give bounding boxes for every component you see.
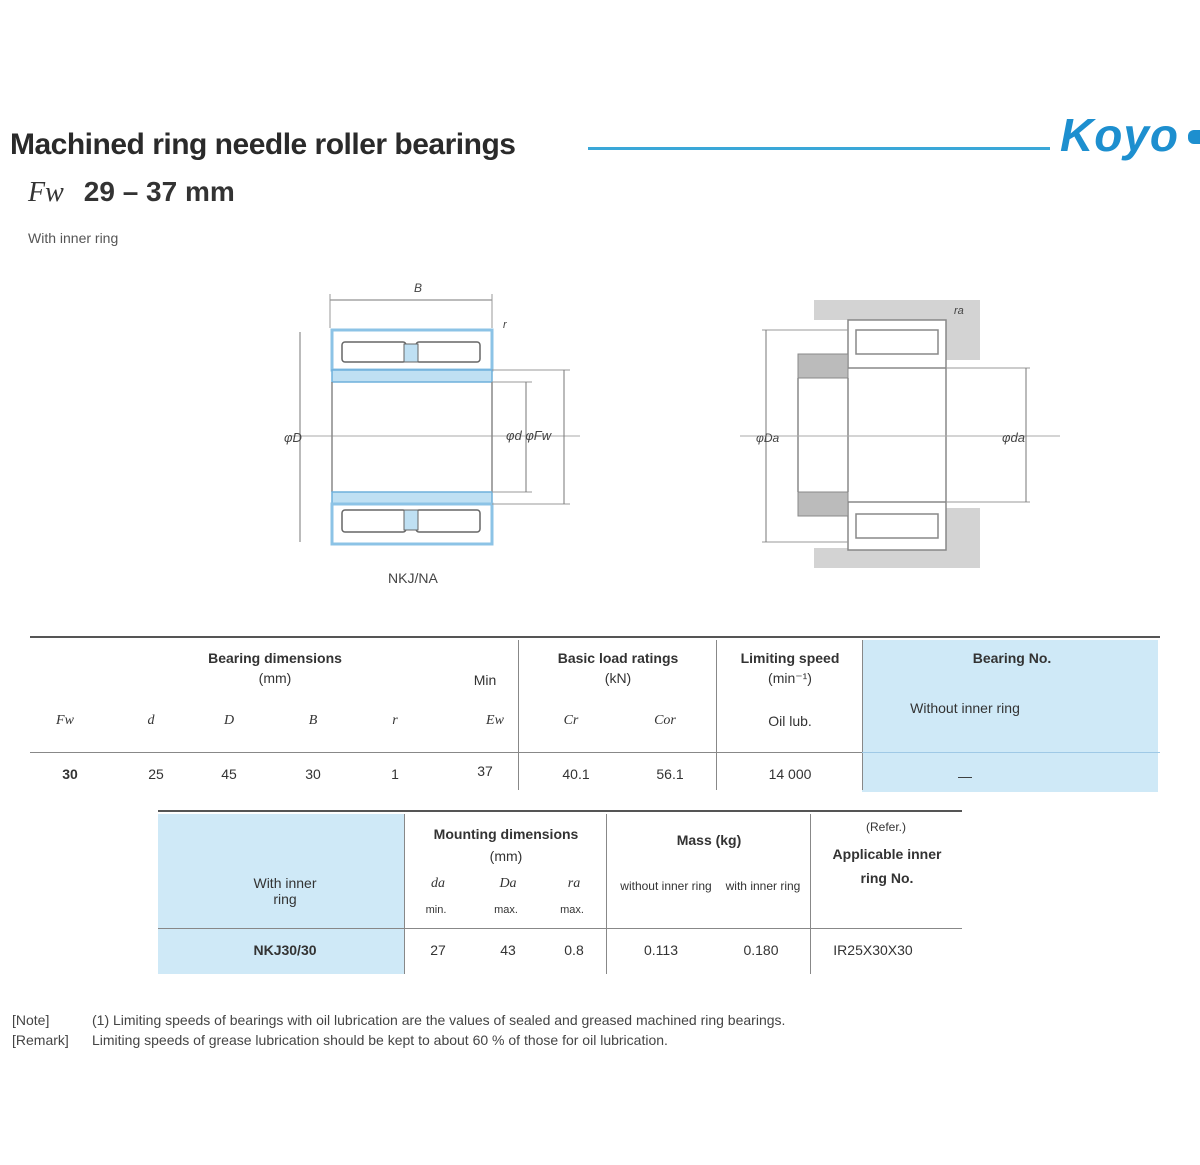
row-applicable-inner-ring: IR25X30X30 <box>833 942 913 958</box>
mounting-drawing <box>740 292 1060 582</box>
col-B: B <box>308 713 318 728</box>
row-ra: 0.8 <box>564 942 584 958</box>
row-Cr: 40.1 <box>562 766 590 782</box>
row-with-inner-ring: NKJ30/30 <box>253 942 317 958</box>
col-applicable-inner-ring: Applicable inner ring No. <box>832 846 942 886</box>
row-D: 45 <box>221 766 237 782</box>
col-Da: Da <box>499 876 517 891</box>
group-limiting-speed-unit: (min⁻¹) <box>768 670 812 686</box>
dim-B-label: B <box>414 281 423 295</box>
range-symbol: Fw <box>28 177 64 208</box>
col-Fw: Fw <box>56 713 74 728</box>
group-mounting-unit: (mm) <box>489 848 523 864</box>
remark-label: [Remark] <box>12 1032 69 1048</box>
col-mass-with-inner-ring: with inner ring <box>725 879 801 893</box>
dim-D-label: φD <box>284 430 302 445</box>
remark-text: Limiting speeds of grease lubrication should be kept to about 60 % of those for oil lubrication. <box>92 1032 668 1048</box>
group-mounting-dimensions: Mounting dimensions <box>433 826 579 842</box>
col-min-label: Min <box>473 672 497 688</box>
row-d: 25 <box>148 766 164 782</box>
col-ra: ra <box>567 876 581 891</box>
dim-da-label: φda <box>1002 430 1025 445</box>
drawing-caption: NKJ/NA <box>388 570 438 586</box>
group-limiting-speed: Limiting speed <box>740 650 840 666</box>
group-bearing-dimensions: Bearing dimensions <box>208 650 342 666</box>
col-oil-lub: Oil lub. <box>768 713 812 729</box>
row-r: 1 <box>391 766 399 782</box>
group-mass: Mass (kg) <box>676 832 742 848</box>
col-refer: (Refer.) <box>865 820 906 834</box>
col-r: r <box>392 713 398 728</box>
row-da: 27 <box>430 942 446 958</box>
col-Cor: Cor <box>654 713 676 728</box>
row-without-inner-ring: — <box>958 768 972 784</box>
brand-logo: Koyo <box>1060 109 1179 161</box>
dim-d-Fw-label: φd φFw <box>506 428 552 443</box>
remark-line <box>12 1030 785 1050</box>
row-Cor: 56.1 <box>656 766 684 782</box>
row-mass-with: 0.180 <box>743 942 779 958</box>
col-with-inner-ring: With inner ring <box>253 875 317 907</box>
group-bearing-dimensions-unit: (mm) <box>258 670 292 686</box>
note-label: [Note] <box>12 1012 50 1028</box>
row-Da: 43 <box>500 942 516 958</box>
bearing-section-drawing <box>270 270 610 560</box>
note-line <box>12 1010 785 1030</box>
group-load-ratings: Basic load ratings <box>557 650 679 666</box>
row-mass-without: 0.113 <box>644 942 678 958</box>
sub-Da: max. <box>494 904 518 916</box>
col-Ew: Ew <box>486 713 504 728</box>
dim-Da-label: φDa <box>756 431 780 445</box>
row-Fw: 30 <box>62 766 78 782</box>
group-bearing-no: Bearing No. <box>972 650 1052 666</box>
title-rule <box>588 147 1050 150</box>
col-D: D <box>223 713 235 728</box>
notes <box>12 1010 785 1050</box>
dim-r-label: r <box>503 319 507 331</box>
size-range <box>28 176 235 209</box>
row-B: 30 <box>305 766 321 782</box>
col-mass-without-inner-ring: without inner ring <box>620 879 712 893</box>
col-da: da <box>431 876 445 891</box>
row-oil-lub: 14 000 <box>768 766 812 782</box>
row-Ew: 37 <box>477 763 493 779</box>
brand-edge-mark <box>1188 130 1200 144</box>
group-load-ratings-unit: (kN) <box>604 670 632 686</box>
col-Cr: Cr <box>563 713 579 728</box>
page-title: Machined ring needle roller bearings <box>10 128 516 161</box>
col-without-inner-ring: Without inner ring <box>910 700 1020 716</box>
subtitle: With inner ring <box>28 230 119 246</box>
col-d: d <box>147 713 155 728</box>
range-text: 29 – 37 mm <box>83 176 235 207</box>
sub-ra: max. <box>560 904 584 916</box>
dim-ra-label: ra <box>954 305 964 317</box>
note-text: (1) Limiting speeds of bearings with oil lubrication are the values of sealed and greased machined ring bearings. <box>92 1012 786 1028</box>
sub-da: min. <box>425 904 447 916</box>
